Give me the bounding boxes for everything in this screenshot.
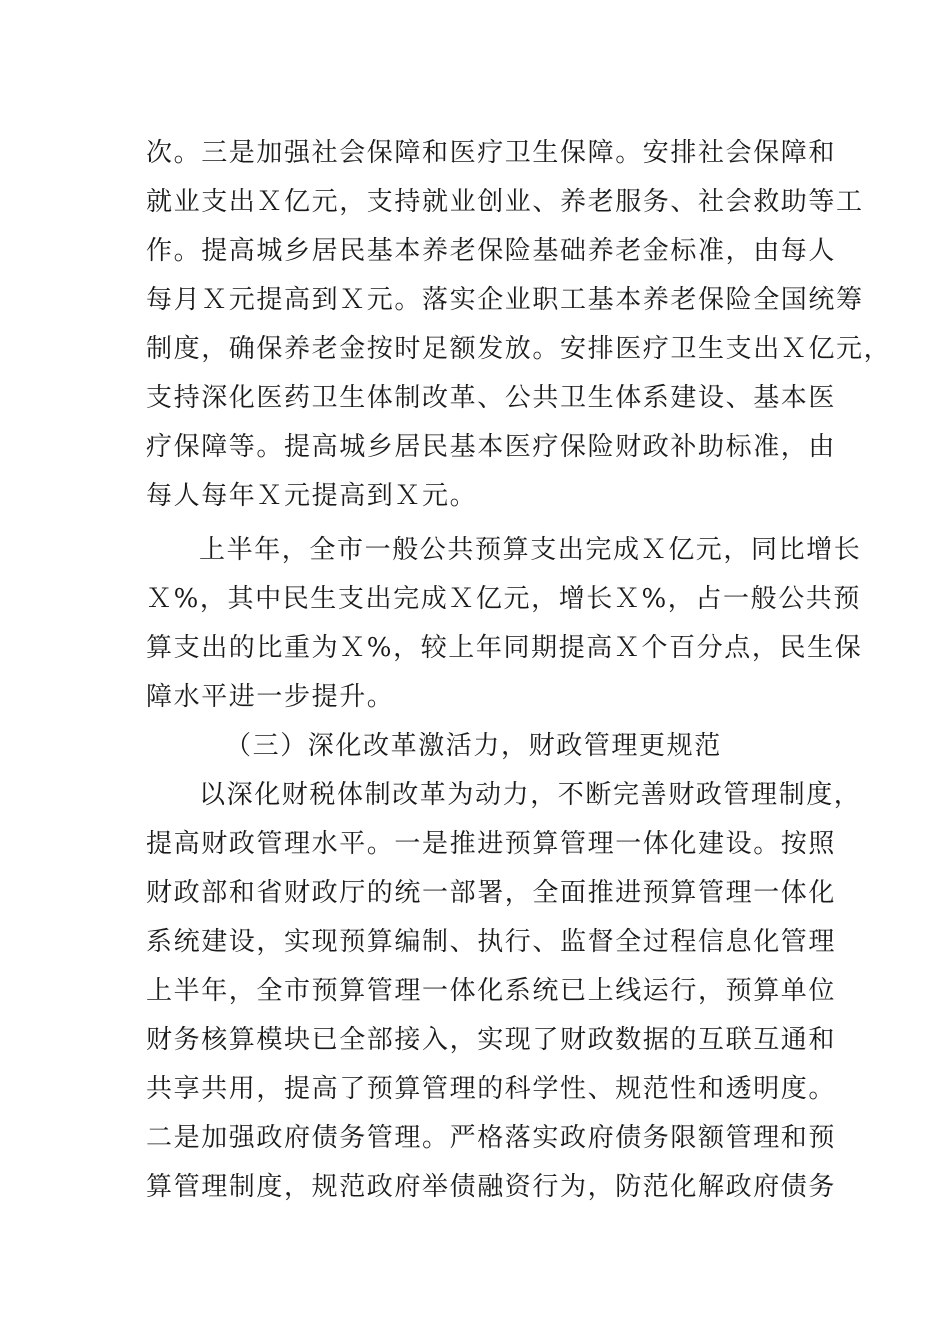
text-line: 每人每年Ｘ元提高到Ｘ元。 — [146, 481, 478, 511]
text-line: 疗保障等。提高城乡居民基本医疗保险财政补助标准，由 — [146, 432, 837, 462]
text-line: 障水平进一步提升。 — [146, 682, 395, 712]
text-line: 二是加强政府债务管理。严格落实政府债务限额管理和预 — [146, 1123, 837, 1153]
text-line: 系统建设，实现预算编制、执行、监督全过程信息化管理 — [146, 927, 837, 957]
text-line: Ｘ%，其中民生支出完成Ｘ亿元，增长Ｘ%，占一般公共预 — [146, 584, 862, 614]
text-line: 财务核算模块已全部接入，实现了财政数据的互联互通和 — [146, 1025, 837, 1055]
text-line: 每月Ｘ元提高到Ｘ元。落实企业职工基本养老保险全国统筹 — [146, 285, 864, 315]
text-line: 上半年，全市预算管理一体化系统已上线运行，预算单位 — [146, 976, 837, 1006]
section-heading: （三）深化改革激活力，财政管理更规范 — [225, 731, 722, 761]
text-line: 财政部和省财政厅的统一部署，全面推进预算管理一体化 — [146, 878, 837, 908]
text-line: 算支出的比重为Ｘ%，较上年同期提高Ｘ个百分点，民生保 — [146, 633, 863, 663]
text-line: 共享共用，提高了预算管理的科学性、规范性和透明度。 — [146, 1074, 837, 1104]
text-line: 制度，确保养老金按时足额发放。安排医疗卫生支出Ｘ亿元， — [146, 334, 892, 364]
text-line: 次。三是加强社会保障和医疗卫生保障。安排社会保障和 — [146, 138, 837, 168]
text-line: 提高财政管理水平。一是推进预算管理一体化建设。按照 — [146, 829, 837, 859]
paragraph-first-line: 上半年，全市一般公共预算支出完成Ｘ亿元，同比增长 — [199, 535, 862, 565]
text-line: 支持深化医药卫生体制改革、公共卫生体系建设、基本医 — [146, 383, 837, 413]
text-line: 作。提高城乡居民基本养老保险基础养老金标准，由每人 — [146, 236, 837, 266]
text-line: 算管理制度，规范政府举债融资行为，防范化解政府债务 — [146, 1172, 837, 1202]
paragraph-first-line: 以深化财税体制改革为动力，不断完善财政管理制度， — [199, 780, 862, 810]
text-line: 就业支出Ｘ亿元，支持就业创业、养老服务、社会救助等工 — [146, 187, 864, 217]
